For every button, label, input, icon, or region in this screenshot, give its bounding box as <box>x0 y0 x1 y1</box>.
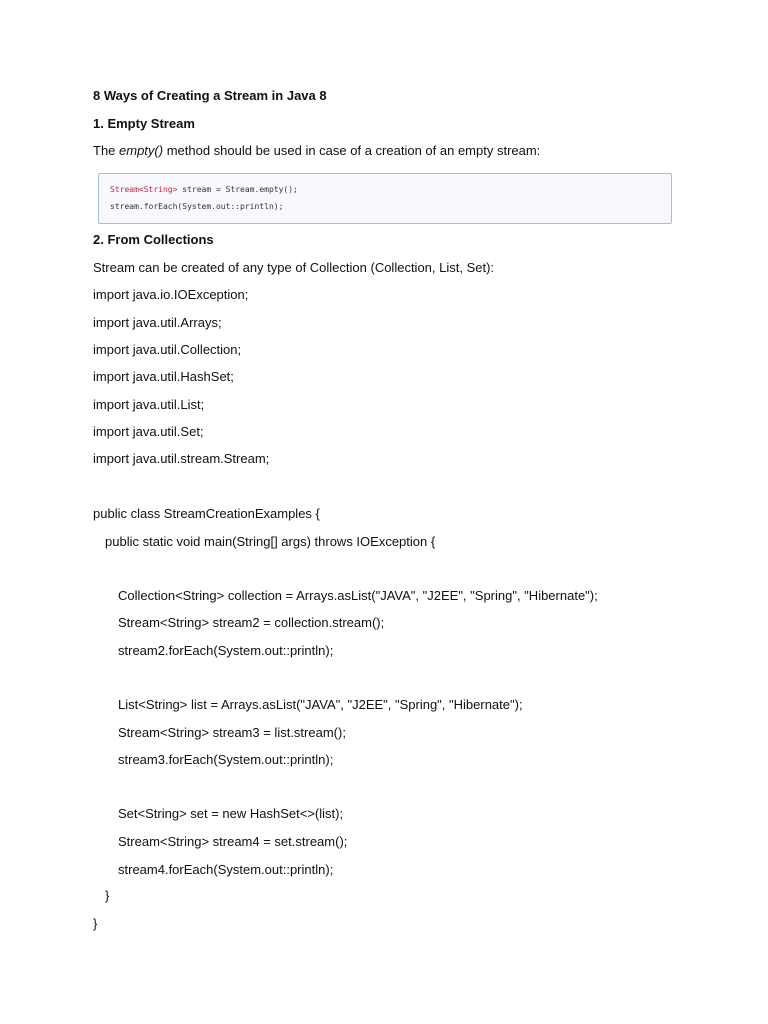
intro-method-name: empty() <box>119 143 164 158</box>
import-line: import java.util.HashSet; <box>93 369 234 384</box>
section-2-heading: 2. From Collections <box>93 232 214 247</box>
section-2-intro: Stream can be created of any type of Collection (Collection, List, Set): <box>93 260 495 275</box>
code-statement: stream3.forEach(System.out::println); <box>118 752 334 767</box>
intro-text-after: method should be used in case of a creation of an empty stream: <box>163 143 541 158</box>
code-line-1 <box>110 185 298 195</box>
main-method-declaration: public static void main(String[] args) throws IOException { <box>105 534 436 549</box>
code-statement: Collection<String> collection = Arrays.asList("JAVA", "J2EE", "Spring", "Hibernate"); <box>118 588 598 603</box>
class-declaration: public class StreamCreationExamples { <box>93 506 320 521</box>
code-statement: Stream<String> stream4 = set.stream(); <box>118 834 348 849</box>
code-type-token: Stream<String> <box>110 185 178 194</box>
import-line: import java.util.Collection; <box>93 342 242 357</box>
import-line: import java.io.IOException; <box>93 287 249 302</box>
document-title: 8 Ways of Creating a Stream in Java 8 <box>93 88 327 103</box>
import-line: import java.util.Set; <box>93 424 204 439</box>
code-statement: stream4.forEach(System.out::println); <box>118 862 334 877</box>
code-statement: Set<String> set = new HashSet<>(list); <box>118 806 344 821</box>
intro-text-before: The <box>93 143 120 158</box>
code-statement: stream2.forEach(System.out::println); <box>118 643 334 658</box>
section-1-intro <box>93 143 540 159</box>
import-line: import java.util.stream.Stream; <box>93 451 270 466</box>
code-line-2: stream.forEach(System.out::println); <box>110 202 284 211</box>
code-statement: Stream<String> stream2 = collection.stream(); <box>118 615 385 630</box>
code-statement: Stream<String> stream3 = list.stream(); <box>118 725 346 740</box>
method-closing-brace: } <box>105 888 110 903</box>
import-line: import java.util.List; <box>93 397 205 412</box>
section-1-heading: 1. Empty Stream <box>93 116 195 131</box>
code-line-1-rest: stream = Stream.empty(); <box>177 185 298 194</box>
code-statement: List<String> list = Arrays.asList("JAVA", "J2EE", "Spring", "Hibernate"); <box>118 697 523 712</box>
code-block <box>98 173 672 224</box>
class-closing-brace: } <box>93 916 98 931</box>
import-line: import java.util.Arrays; <box>93 315 222 330</box>
